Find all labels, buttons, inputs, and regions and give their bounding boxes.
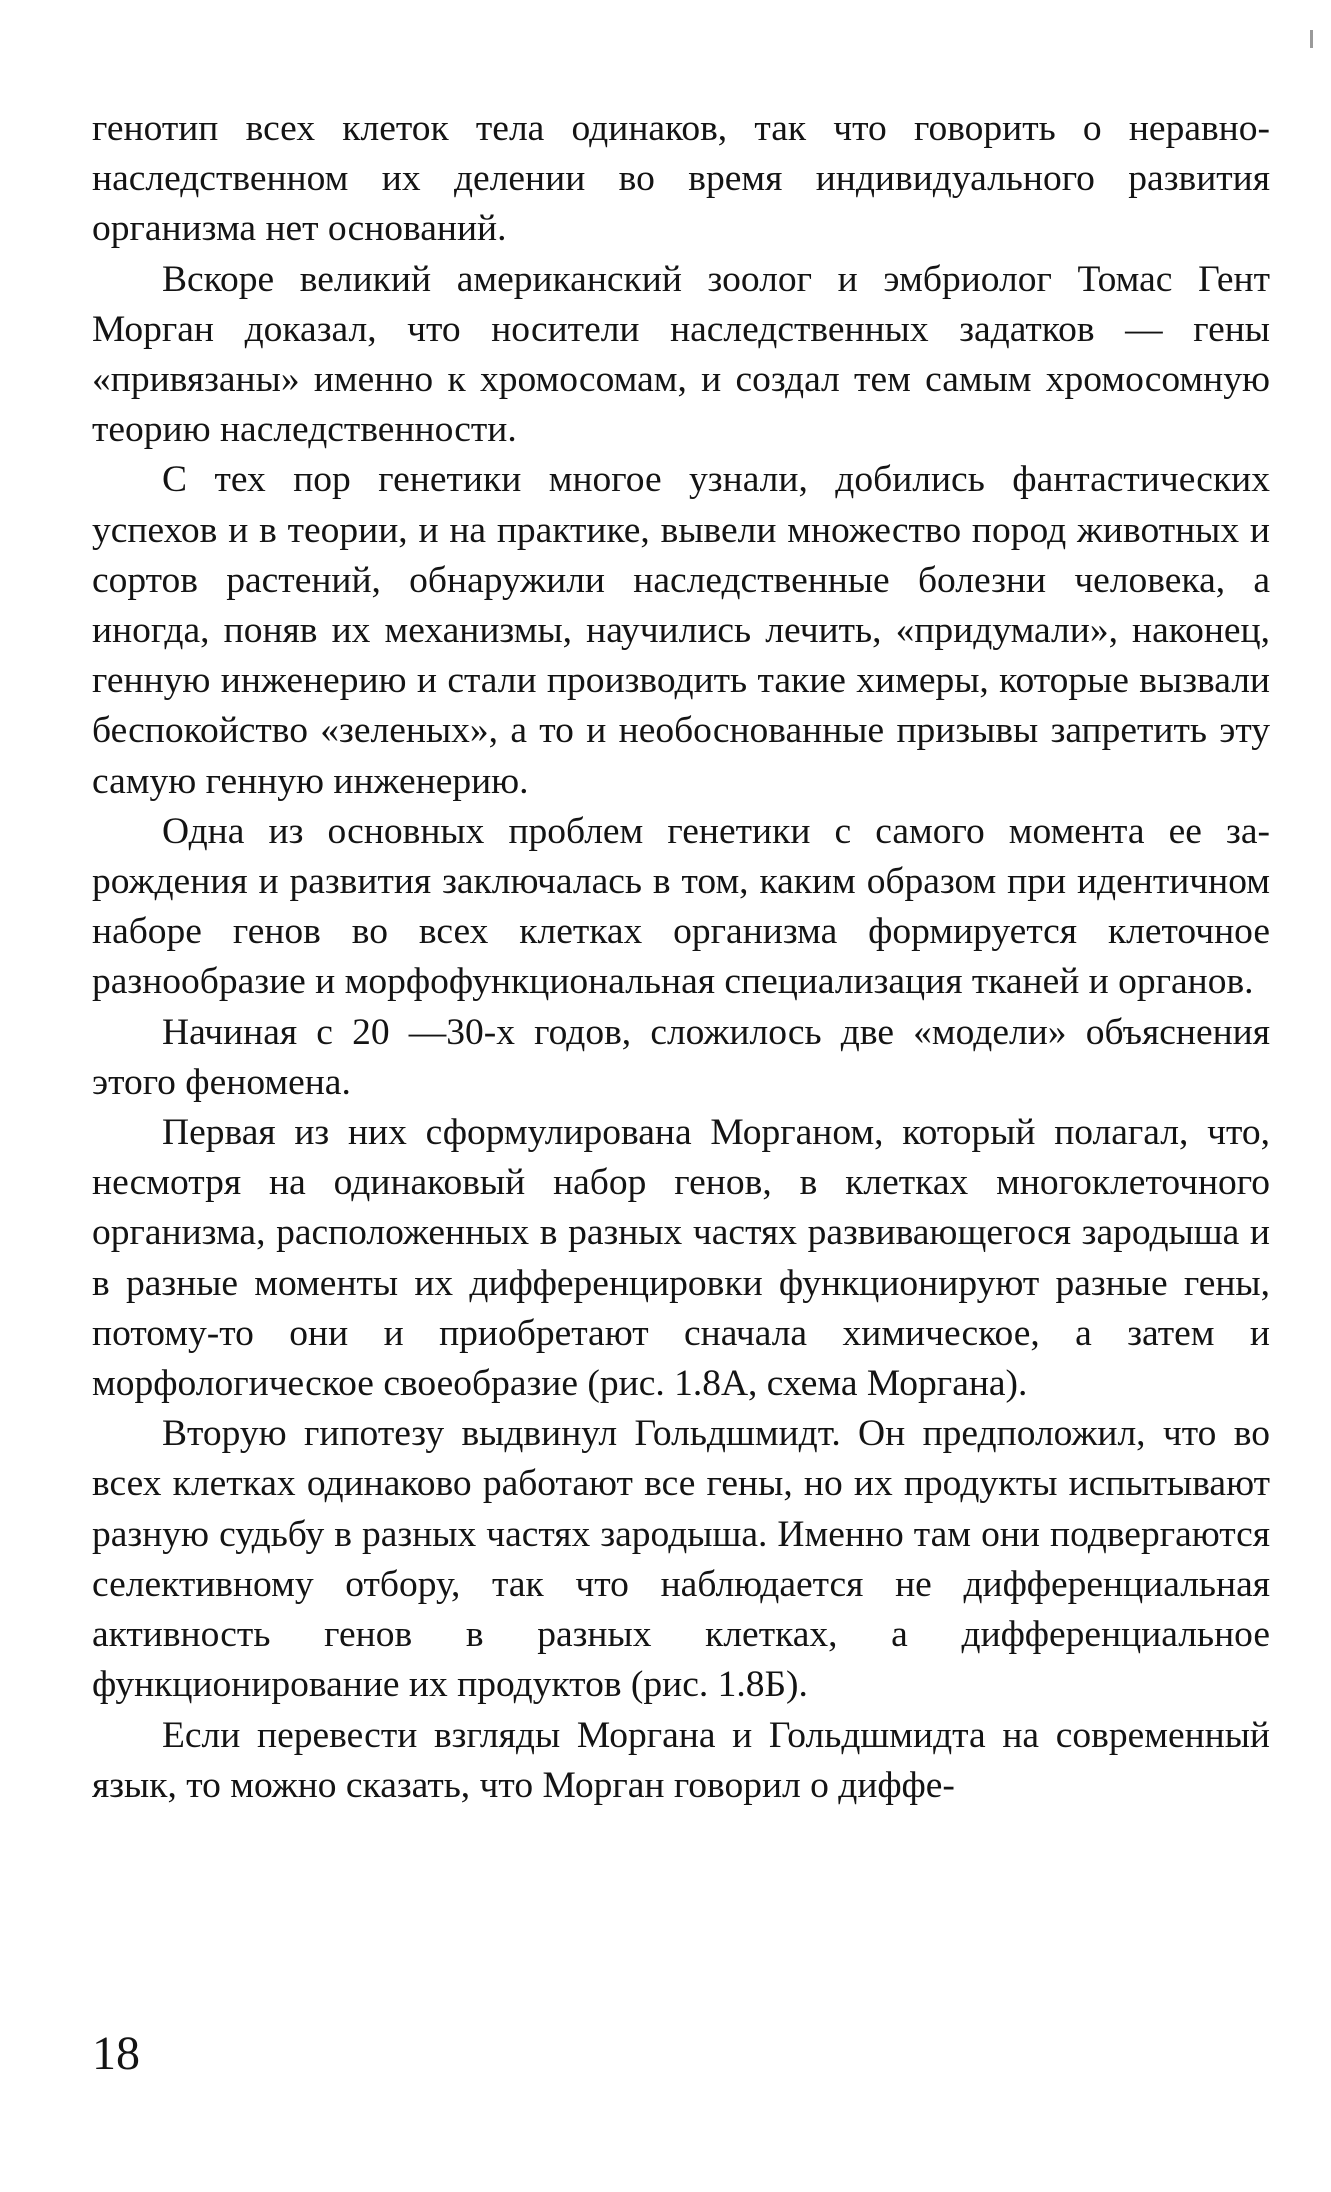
paragraph: Если перевести взгляды Моргана и Гольдшмидта на современный язык, то можно сказать, что Морган говорил о диффе- [92, 1714, 1270, 1806]
paragraph: Вскоре великий американский зоолог и эмбриолог Томас Гент Морган доказал, что носители наследственных задатков — гены «привязаны» именно к хромосомам, и создал тем самым хромосомную теорию наследственности. [92, 258, 1270, 451]
paragraph-continuation: генотип всех клеток тела одинаков, так что говорить о неравнонаследственном их делении во время индивидуального развития организма нет оснований. [92, 108, 1270, 250]
paragraph: Первая из них сформулирована Морганом, который полагал, что, несмотря на одинаковый набор генов, в клетках многоклеточного организма, расположенных в разных частях развивающегося зародыша и в разные моменты их дифференцировки функционируют разные гены, потому-то они и приобретают сначала химическое, а затем и морфологическое своеобразие (рис. 1.8А, схема Моргана). [92, 1112, 1270, 1405]
paragraph: Начиная с 20 —30-х годов, сложилось две «модели» объяснения этого феномена. [92, 1011, 1270, 1103]
body-text [92, 104, 1270, 1811]
paragraph: С тех пор генетики многое узнали, добились фантастических успехов и в теории, и на практике, вывели множество пород животных и сортов растений, обнаружили наследственные болезни человека, а иногда, поняв их механизмы, научились лечить, «придумали», наконец, генную инженерию и стали производить такие химеры, которые вызвали беспокойство «зеленых», а то и необоснованные призывы запретить эту самую генную инженерию. [92, 459, 1270, 802]
scan-mark [1310, 30, 1313, 48]
paragraph: Одна из основных проблем генетики с самого момента ее зарождения и развития заключалась в том, каким образом при идентичном наборе генов во всех клетках организма формируется клеточное разнообразие и морфофункциональная специализация тканей и органов. [92, 810, 1270, 1003]
paragraph: Вторую гипотезу выдвинул Гольдшмидт. Он предположил, что во всех клетках одинаково работают все гены, но их продукты испытывают разную судьбу в разных частях зародыша. Именно там они подвергаются селективному отбору, так что наблюдается не дифференциальная активность генов в разных клетках, а дифференциальное функционирование их продуктов (рис. 1.8Б). [92, 1413, 1270, 1706]
page-number: 18 [92, 2027, 140, 2080]
